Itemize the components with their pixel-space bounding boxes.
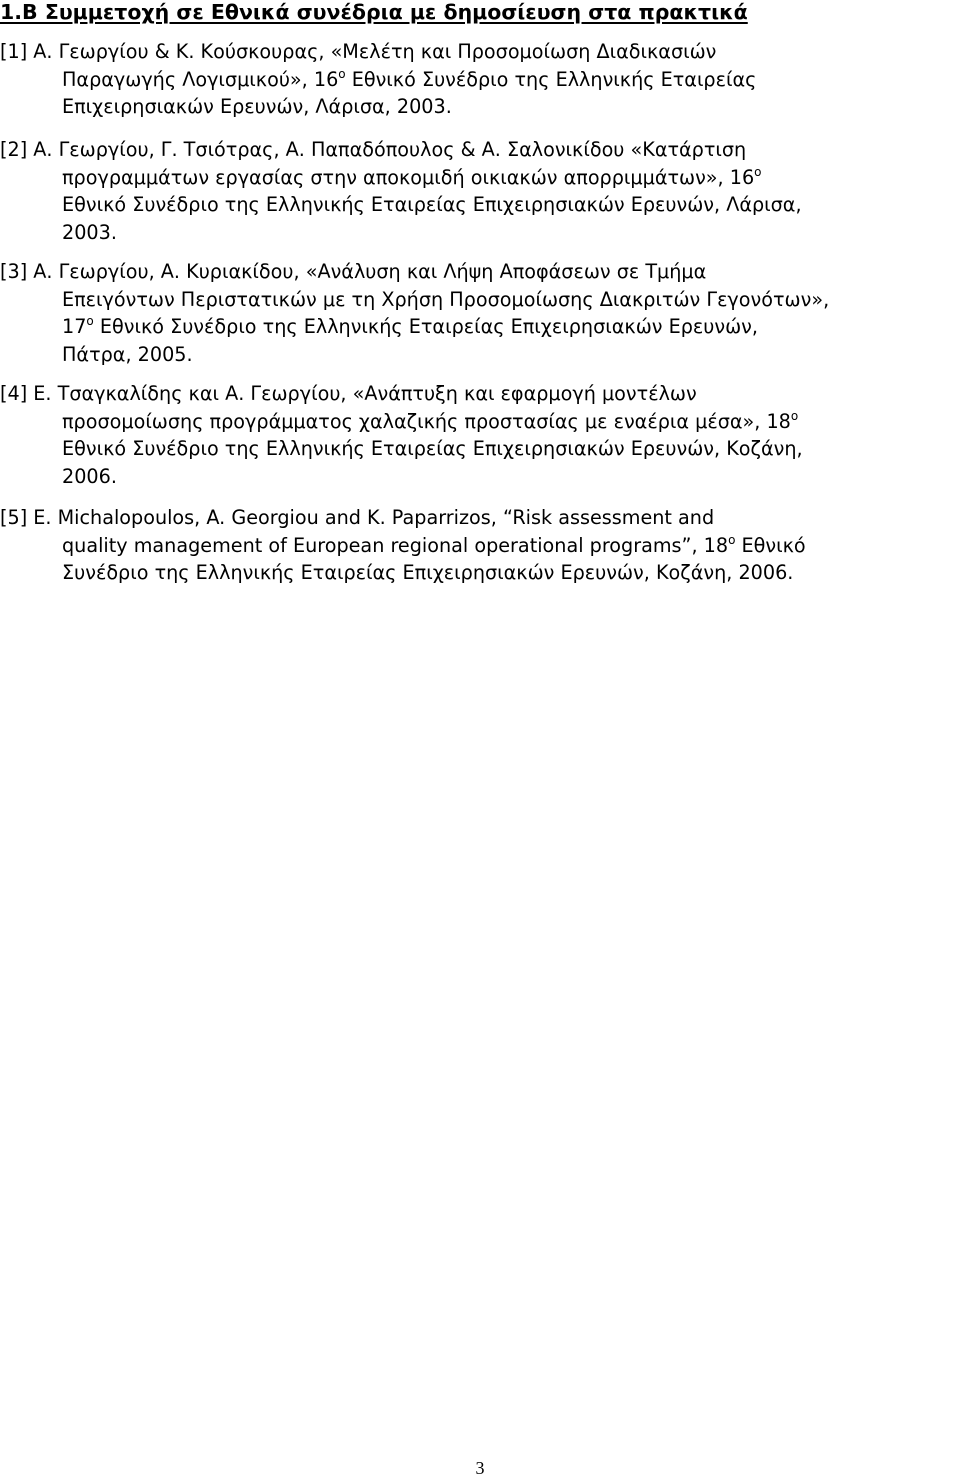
reference-line: Συνέδριο της Ελληνικής Εταιρείας Επιχειρησιακών Ερευνών, Κοζάνη, 2006. [62,561,794,584]
reference-item [0,380,958,490]
reference-line: [3] Α. Γεωργίου, Α. Κυριακίδου, «Ανάλυση και Λήψη Αποφάσεων σε Τμήμα [0,260,707,283]
reference-line: προγραμμάτων εργασίας στην αποκομιδή οικιακών απορριμμάτων», 16$^o$ [62,164,762,189]
reference-line: 2006. [62,464,117,488]
page-number: 3 [475,1458,485,1478]
superscript: o [754,164,762,179]
superscript: o [728,532,736,547]
reference-item [0,504,958,587]
superscript: o [790,408,799,423]
reference-line: [2] Α. Γεωργίου, Γ. Τσιότρας, Α. Παπαδόπουλος & Α. Σαλονικίδου «Κατάρτιση [0,138,747,161]
reference-line: 17$^o$ Εθνικό Συνέδριο της Ελληνικής Εταιρείας Επιχειρησιακών Ερευνών, [62,314,758,338]
reference-line: [1] Α. Γεωργίου & Κ. Κούσκουρας, «Μελέτη και Προσομοίωση Διαδικασιών [0,40,717,63]
reference-line: 2003. [62,220,117,244]
reference-item [0,258,958,368]
section-title: 1.B Συμμετοχή σε Εθνικά συνέδρια με δημοσίευση στα πρακτικά [0,0,748,24]
reference-item [0,38,958,121]
reference-item [0,136,958,246]
reference-line: quality management of European regional operational programs”, 18$^o$ Εθνικό [62,532,806,557]
reference-line: Παραγωγής Λογισμικού», 16$^o$ Εθνικό Συνέδριο της Ελληνικής Εταιρείας [62,66,757,91]
reference-line: Εθνικό Συνέδριο της Ελληνικής Εταιρείας Επιχειρησιακών Ερευνών, Λάρισα, [62,193,802,216]
reference-line: [4] Ε. Τσαγκαλίδης και Α. Γεωργίου, «Ανάπτυξη και εφαρμογή μοντέλων [0,382,697,405]
reference-line: προσομοίωσης προγράμματος χαλαζικής προστασίας με εναέρια μέσα», 18$^o$ [62,408,799,433]
reference-line: Πάτρα, 2005. [62,342,193,366]
reference-line: Εθνικό Συνέδριο της Ελληνικής Εταιρείας Επιχειρησιακών Ερευνών, Κοζάνη, [62,437,803,460]
superscript: o [86,314,94,328]
superscript: o [338,66,346,81]
reference-line: Επειγόντων Περιστατικών με τη Χρήση Προσομοίωσης Διακριτών Γεγονότων», [62,287,830,311]
reference-line: [5] E. Michalopoulos, A. Georgiou and K. Paparrizos, “Risk assessment and [0,506,715,529]
reference-line: Επιχειρησιακών Ερευνών, Λάρισα, 2003. [62,95,452,118]
